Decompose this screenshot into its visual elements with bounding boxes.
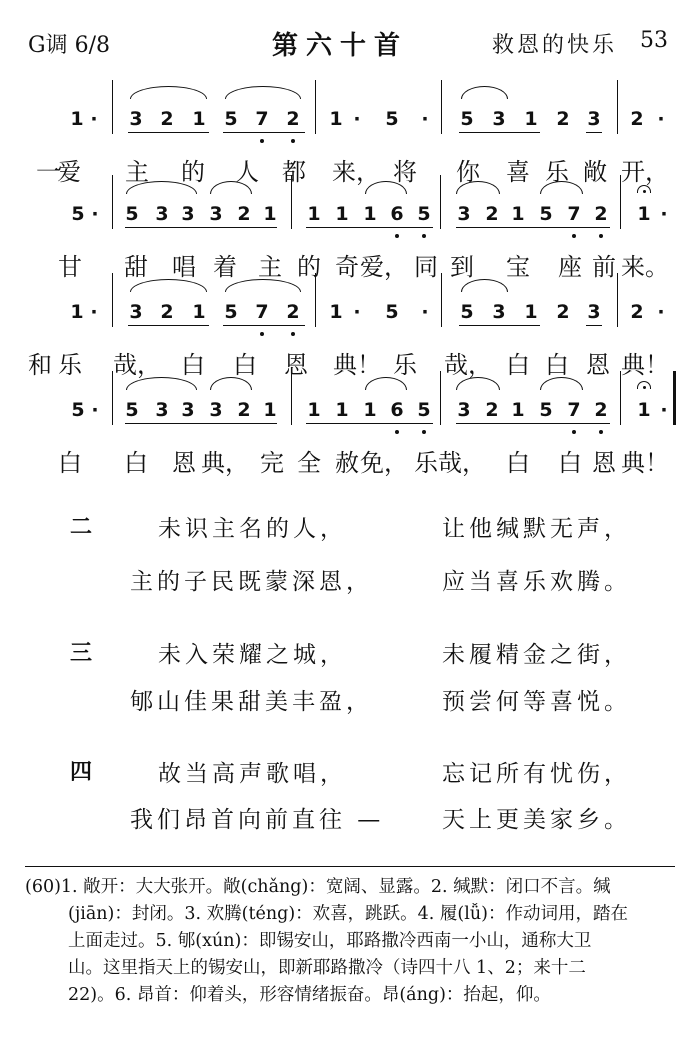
note: 5	[417, 399, 431, 421]
note: 5	[385, 301, 399, 323]
fermata-dot	[643, 190, 646, 193]
verse-line: 预尝何等喜悦。	[442, 689, 631, 715]
note: 1	[263, 203, 277, 225]
lyric-syllable: 同	[414, 253, 438, 281]
note: 3	[155, 203, 169, 225]
note: 1	[637, 203, 651, 225]
bar-line	[112, 175, 113, 229]
lyric-syllable: 哉，	[444, 351, 492, 379]
note: 5	[224, 108, 238, 130]
lyric-syllable: 乐	[393, 351, 417, 379]
duration-dot: ·	[421, 108, 429, 130]
verse-line: 故当高声歌唱，	[158, 761, 347, 787]
octave-dot-below	[260, 139, 264, 143]
note: 3	[181, 203, 195, 225]
duration-dot: ·	[657, 301, 665, 323]
lyric-syllable: 到	[450, 253, 474, 281]
duration-dot: ·	[90, 301, 98, 323]
bar-line	[620, 371, 621, 425]
lyric-syllable: 座	[558, 253, 582, 281]
lyric-syllable: 乐	[545, 158, 569, 186]
note: 2	[556, 301, 570, 323]
beam-underline	[459, 325, 540, 326]
lyric-syllable: 白	[181, 351, 205, 379]
duration-dot: ·	[660, 203, 668, 225]
beam-underline	[586, 325, 602, 326]
verse-line: 未识主名的人，	[158, 516, 347, 542]
beam-underline	[223, 132, 305, 133]
octave-dot-below	[395, 234, 399, 238]
note: 2	[286, 108, 300, 130]
slur-arc	[130, 86, 207, 99]
beam-underline	[365, 423, 407, 424]
note: 5	[417, 203, 431, 225]
note: 5	[460, 108, 474, 130]
note: 3	[181, 399, 195, 421]
bar-line	[315, 273, 316, 327]
note: 7	[567, 399, 581, 421]
octave-dot-below	[599, 430, 603, 434]
lyric-syllable: 白	[506, 351, 530, 379]
duration-dot: ·	[660, 399, 668, 421]
beam-underline	[365, 227, 407, 228]
note: 1	[70, 108, 84, 130]
lyric-syllable: 乐	[58, 351, 82, 379]
note: 5	[385, 108, 399, 130]
octave-dot-below	[260, 332, 264, 336]
lyric-syllable: 白	[545, 351, 569, 379]
note: 6	[390, 203, 404, 225]
lyric-syllable: 白	[506, 449, 530, 477]
lyric-syllable: 将	[393, 158, 417, 186]
footnote-line: 22)。6. 昂首：仰着头，形容情绪振奋。昂(áng)：抬起，仰。	[68, 985, 551, 1005]
verse-line: 主的子民既蒙深恩，	[130, 569, 373, 595]
note: 1	[363, 399, 377, 421]
lyric-syllable: 典！	[621, 449, 669, 477]
note: 1	[511, 203, 525, 225]
key-signature: G调 6/8	[28, 33, 110, 58]
lyric-syllable: 白	[558, 449, 582, 477]
note: 7	[255, 301, 269, 323]
hymn-name: 救恩的快乐	[492, 33, 618, 58]
note: 1	[524, 301, 538, 323]
note: 3	[457, 399, 471, 421]
hymn-title: 第六十首	[272, 31, 409, 61]
duration-dot: ·	[91, 399, 99, 421]
beam-underline	[125, 423, 277, 424]
beam-underline	[128, 132, 209, 133]
bar-line	[291, 371, 292, 425]
lyric-syllable: 开，	[621, 158, 669, 186]
beam-underline	[586, 132, 602, 133]
verse-line: 郇山佳果甜美丰盈，	[130, 689, 373, 715]
lyric-syllable: 恩	[592, 449, 616, 477]
octave-dot-below	[291, 139, 295, 143]
beam-underline	[125, 227, 277, 228]
beam-underline	[128, 325, 209, 326]
note: 1	[335, 399, 349, 421]
note: 1	[329, 108, 343, 130]
lyric-syllable: 喜	[506, 158, 530, 186]
footnote-line: 上面走过。5. 郇(xún)：即锡安山，耶路撒冷西南一小山，通称大卫	[68, 931, 592, 951]
lyric-syllable: 一	[36, 158, 60, 186]
lyric-syllable: 主	[125, 158, 149, 186]
octave-dot-below	[572, 430, 576, 434]
page-number: 53	[640, 28, 668, 53]
verse-line: 未入荣耀之城，	[158, 642, 347, 668]
note: 3	[457, 203, 471, 225]
octave-dot-below	[422, 430, 426, 434]
octave-dot-below	[395, 430, 399, 434]
beam-underline	[223, 325, 305, 326]
bar-line	[112, 80, 113, 134]
bar-line	[617, 80, 618, 134]
verse-line: 让他缄默无声，	[442, 516, 631, 542]
note: 3	[129, 108, 143, 130]
note: 3	[587, 301, 601, 323]
lyric-syllable: 乐	[414, 449, 438, 477]
note: 1	[307, 399, 321, 421]
lyric-syllable: 主	[258, 253, 282, 281]
note: 7	[255, 108, 269, 130]
beam-underline	[459, 132, 540, 133]
lyric-syllable: 和	[28, 351, 52, 379]
lyric-syllable: 哉，	[438, 449, 486, 477]
lyric-syllable: 恩	[586, 351, 610, 379]
final-bar-line	[673, 371, 676, 425]
lyric-syllable: 敞	[583, 158, 607, 186]
lyric-syllable: 着	[213, 253, 237, 281]
note: 2	[237, 399, 251, 421]
note: 5	[71, 399, 85, 421]
note: 2	[160, 108, 174, 130]
note: 2	[556, 108, 570, 130]
note: 3	[129, 301, 143, 323]
note: 5	[539, 399, 553, 421]
note: 3	[155, 399, 169, 421]
lyric-syllable: 爱，	[360, 253, 408, 281]
bar-line	[112, 273, 113, 327]
duration-dot: ·	[657, 108, 665, 130]
lyric-syllable: 白	[233, 351, 257, 379]
note: 7	[567, 203, 581, 225]
lyric-syllable: 宝	[506, 253, 530, 281]
lyric-syllable: 白	[58, 449, 82, 477]
note: 2	[594, 203, 608, 225]
slur-arc	[461, 86, 508, 99]
lyric-syllable: 全	[297, 449, 321, 477]
lyric-syllable: 免，	[360, 449, 408, 477]
duration-dot: ·	[90, 108, 98, 130]
lyric-syllable: 人	[235, 158, 259, 186]
note: 6	[390, 399, 404, 421]
note: 5	[125, 203, 139, 225]
bar-line	[440, 371, 441, 425]
note: 5	[71, 203, 85, 225]
lyric-syllable: 恩	[284, 351, 308, 379]
note: 1	[329, 301, 343, 323]
note: 1	[263, 399, 277, 421]
lyric-syllable: 哉，	[113, 351, 161, 379]
verse-line: 未履精金之街，	[442, 642, 631, 668]
lyric-syllable: 恩	[172, 449, 196, 477]
bar-line	[291, 175, 292, 229]
lyric-syllable: 唱	[172, 253, 196, 281]
duration-dot: ·	[421, 301, 429, 323]
note: 2	[485, 203, 499, 225]
note: 2	[594, 399, 608, 421]
fermata-dot	[643, 386, 646, 389]
note: 3	[209, 399, 223, 421]
footnote-line: (60)1. 敞开：大大张开。敞(chǎng)：宽阔、显露。2. 缄默：闭口不言。缄	[25, 877, 611, 897]
note: 5	[460, 301, 474, 323]
note: 5	[224, 301, 238, 323]
footnote-divider	[25, 866, 675, 867]
lyric-syllable: 赦	[335, 449, 359, 477]
octave-dot-below	[422, 234, 426, 238]
verse-line: 我们昂首向前直往 —	[130, 807, 385, 833]
note: 3	[492, 108, 506, 130]
lyric-syllable: 奇	[335, 253, 359, 281]
note: 1	[524, 108, 538, 130]
note: 1	[192, 301, 206, 323]
note: 1	[70, 301, 84, 323]
note: 5	[125, 399, 139, 421]
bar-line	[617, 273, 618, 327]
lyric-syllable: 完	[260, 449, 284, 477]
note: 2	[286, 301, 300, 323]
bar-line	[441, 80, 442, 134]
note: 2	[630, 108, 644, 130]
footnote-line: 山。这里指天上的锡安山，即新耶路撒冷（诗四十八 1、2；来十二	[68, 958, 586, 978]
note: 2	[160, 301, 174, 323]
note: 3	[492, 301, 506, 323]
note: 2	[237, 203, 251, 225]
lyric-syllable: 的	[297, 253, 321, 281]
lyric-syllable: 前	[592, 253, 616, 281]
bar-line	[440, 175, 441, 229]
note: 1	[192, 108, 206, 130]
bar-line	[112, 371, 113, 425]
note: 1	[511, 399, 525, 421]
note: 2	[630, 301, 644, 323]
lyric-syllable: 的	[181, 158, 205, 186]
duration-dot: ·	[353, 108, 361, 130]
note: 1	[335, 203, 349, 225]
note: 3	[209, 203, 223, 225]
verse-number: 四	[70, 760, 93, 785]
duration-dot: ·	[91, 203, 99, 225]
lyric-syllable: 爱	[57, 158, 81, 186]
bar-line	[315, 80, 316, 134]
note: 1	[307, 203, 321, 225]
note: 1	[637, 399, 651, 421]
octave-dot-below	[599, 234, 603, 238]
bar-line	[441, 273, 442, 327]
verse-number: 二	[70, 515, 93, 540]
octave-dot-below	[291, 332, 295, 336]
beam-underline	[456, 423, 610, 424]
lyric-syllable: 来，	[332, 158, 380, 186]
verse-line: 天上更美家乡。	[442, 807, 631, 833]
verse-line: 应当喜乐欢腾。	[442, 569, 631, 595]
lyric-syllable: 都	[282, 158, 306, 186]
lyric-syllable: 甜	[124, 253, 148, 281]
lyric-syllable: 典！	[621, 351, 669, 379]
note: 3	[587, 108, 601, 130]
beam-underline	[456, 227, 610, 228]
slur-arc	[225, 86, 301, 99]
note: 2	[485, 399, 499, 421]
lyric-syllable: 你	[456, 158, 480, 186]
lyric-syllable: 白	[124, 449, 148, 477]
lyric-syllable: 典！	[333, 351, 381, 379]
verse-line: 忘记所有忧伤，	[442, 761, 631, 787]
verse-number: 三	[70, 641, 93, 666]
lyric-syllable: 甘	[58, 253, 82, 281]
bar-line	[620, 175, 621, 229]
duration-dot: ·	[353, 301, 361, 323]
lyric-syllable: 典，	[201, 449, 249, 477]
footnote-line: (jiān)：封闭。3. 欢腾(téng)：欢喜，跳跃。4. 履(lǚ)：作动词用，踏在	[68, 904, 628, 924]
lyric-syllable: 来。	[621, 253, 669, 281]
note: 5	[539, 203, 553, 225]
note: 1	[363, 203, 377, 225]
octave-dot-below	[572, 234, 576, 238]
